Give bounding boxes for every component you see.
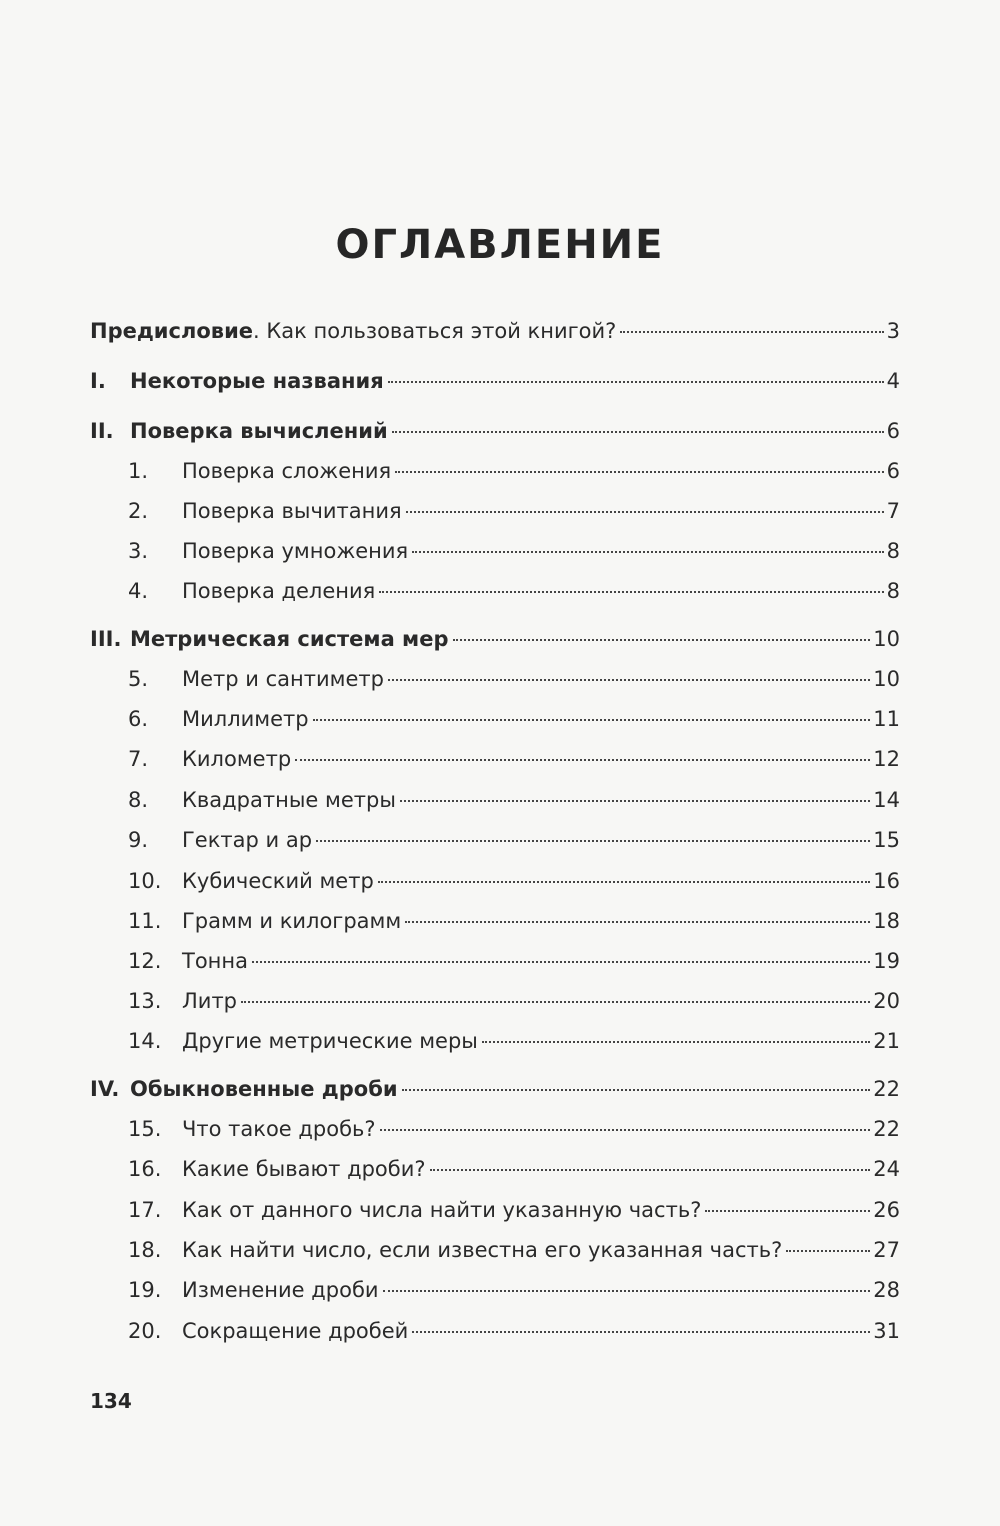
toc-item-12[interactable] [90,944,900,978]
toc-section-number: IV. [90,1077,120,1101]
toc-item-14[interactable] [90,1024,900,1058]
dot-leader [380,1128,871,1131]
toc-item-title: Как найти число, если известна его указанная часть? [182,1238,783,1262]
toc-item-title: Поверка умножения [182,539,409,563]
toc-page: 14 [873,788,900,812]
toc-section-title: Некоторые названия [130,369,384,393]
dot-leader [313,718,871,721]
toc-item-number: 2. [128,499,149,523]
toc-item-number: 11. [128,909,162,933]
dot-leader [388,380,884,383]
toc-page: 3 [886,319,900,343]
toc-item-number: 6. [128,707,149,731]
toc-item-number: 10. [128,869,162,893]
toc-page: 6 [886,419,900,443]
toc-item-number: 16. [128,1157,162,1181]
toc-section-number: III. [90,627,122,651]
toc-item-18[interactable] [90,1233,900,1267]
toc-item-number: 4. [128,579,149,603]
toc-item-title: Что такое дробь? [182,1117,376,1141]
toc-item-3[interactable] [90,534,900,568]
toc-item-title: Литр [182,989,238,1013]
toc-item-number: 5. [128,667,149,691]
toc-item-title: Гектар и ар [182,828,313,852]
toc-item-2[interactable] [90,494,900,528]
toc-item-title: Километр [182,747,292,771]
toc-preface-bold: Предисловие [90,319,254,343]
dot-leader [412,1330,870,1333]
toc-item-number: 13. [128,989,162,1013]
toc-page: 7 [886,499,900,523]
dot-leader [383,1289,871,1292]
toc-page: 15 [873,828,900,852]
toc-section-4[interactable] [90,1072,900,1106]
toc-page: 6 [886,459,900,483]
toc-item-17[interactable] [90,1193,900,1227]
toc-page: 24 [873,1157,900,1181]
toc-item-title: Изменение дроби [182,1278,379,1302]
toc-entry-preface[interactable] [90,314,900,348]
toc-item-20[interactable] [90,1314,900,1348]
dot-leader [412,550,883,553]
toc-item-16[interactable] [90,1152,900,1186]
toc-item-number: 18. [128,1238,162,1262]
toc-item-number: 7. [128,747,149,771]
toc-page: 12 [873,747,900,771]
toc-item-13[interactable] [90,984,900,1018]
toc-page: 21 [873,1029,900,1053]
toc-item-title: Поверка сложения [182,459,392,483]
dot-leader [786,1249,870,1252]
toc-section-3[interactable] [90,622,900,656]
toc-item-7[interactable] [90,742,900,776]
dot-leader [295,758,870,761]
toc-item-4[interactable] [90,574,900,608]
toc-section-number: I. [90,369,106,393]
toc-page: 31 [873,1319,900,1343]
toc-page: 8 [886,539,900,563]
toc-item-6[interactable] [90,702,900,736]
toc-item-number: 9. [128,828,149,852]
toc-section-2[interactable] [90,414,900,448]
toc-page: 27 [873,1238,900,1262]
page-title: ОГЛАВЛЕНИЕ [335,222,665,268]
toc-item-title: Поверка деления [182,579,376,603]
dot-leader [406,510,884,513]
toc-item-title: Квадратные метры [182,788,396,812]
toc-item-number: 20. [128,1319,162,1343]
page-number: 134 [90,1389,132,1413]
dot-leader [620,330,883,333]
toc-item-number: 12. [128,949,162,973]
dot-leader [482,1040,870,1043]
toc-item-title: Миллиметр [182,707,309,731]
toc-item-5[interactable] [90,662,900,696]
dot-leader [388,678,870,681]
toc-item-number: 8. [128,788,149,812]
toc-section-title: Поверка вычислений [130,419,388,443]
dot-leader [392,430,884,433]
toc-item-8[interactable] [90,783,900,817]
toc-page: 28 [873,1278,900,1302]
toc-item-number: 1. [128,459,149,483]
dot-leader [453,638,871,641]
toc-page: 10 [873,627,900,651]
toc-page: 19 [873,949,900,973]
toc-item-title: Кубический метр [182,869,374,893]
toc-item-11[interactable] [90,904,900,938]
toc-item-title: Грамм и килограмм [182,909,402,933]
toc-item-number: 17. [128,1198,162,1222]
toc-page: 8 [886,579,900,603]
toc-page: 16 [873,869,900,893]
toc-item-9[interactable] [90,823,900,857]
dot-leader [395,470,883,473]
toc-page: 4 [886,369,900,393]
toc-page: 18 [873,909,900,933]
toc-item-number: 14. [128,1029,162,1053]
toc-item-title: Тонна [182,949,249,973]
toc-page: 26 [873,1198,900,1222]
dot-leader [316,839,870,842]
toc-page: 10 [873,667,900,691]
toc-item-15[interactable] [90,1112,900,1146]
dot-leader [379,590,883,593]
dot-leader [241,1000,870,1003]
dot-leader [402,1088,871,1091]
toc-item-title: Метр и сантиметр [182,667,384,691]
dot-leader [705,1209,870,1212]
toc-item-10[interactable] [90,864,900,898]
toc-item-title: Как от данного числа найти указанную часть? [182,1198,702,1222]
toc-section-title: Метрическая система мер [130,627,449,651]
toc-item-number: 15. [128,1117,162,1141]
toc-preface-title: . Как пользоваться этой книгой? [253,319,617,343]
dot-leader [400,799,870,802]
toc-item-19[interactable] [90,1273,900,1307]
toc-item-number: 19. [128,1278,162,1302]
toc-item-number: 3. [128,539,149,563]
toc-section-number: II. [90,419,114,443]
toc-item-title: Сокращение дробей [182,1319,409,1343]
toc-page: 11 [873,707,900,731]
toc-section-title: Обыкновенные дроби [130,1077,398,1101]
toc-page: 22 [873,1077,900,1101]
toc-section-1[interactable] [90,364,900,398]
toc-item-title: Поверка вычитания [182,499,402,523]
dot-leader [378,880,870,883]
toc-page: 22 [873,1117,900,1141]
toc-item-1[interactable] [90,454,900,488]
dot-leader [430,1168,871,1171]
toc-item-title: Другие метрические меры [182,1029,478,1053]
dot-leader [252,960,870,963]
toc-page: 20 [873,989,900,1013]
dot-leader [405,920,870,923]
toc-item-title: Какие бывают дроби? [182,1157,426,1181]
